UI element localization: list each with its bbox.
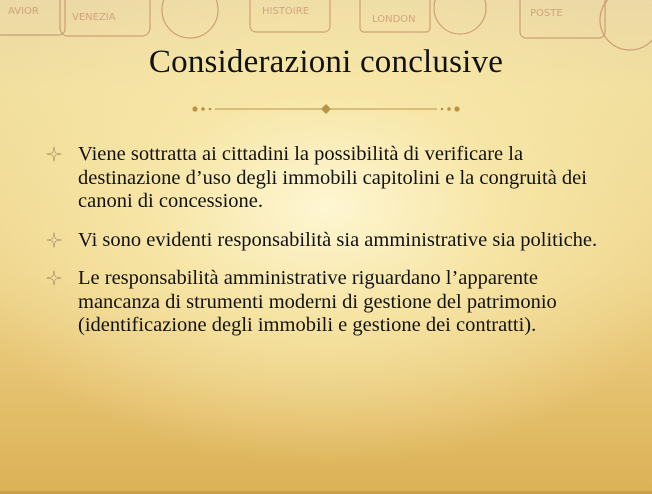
four-point-star-icon [46, 232, 62, 248]
svg-text:HISTOIRE: HISTOIRE [262, 6, 310, 17]
svg-text:LONDON: LONDON [372, 14, 416, 25]
svg-text:POSTE: POSTE [530, 8, 563, 19]
bullet-text: Viene sottratta ai cittadini la possibilità di verificare la destinazione d’uso degli immobili capitolini e la congruità dei canoni di concessione. [78, 143, 587, 212]
four-point-star-icon [46, 270, 62, 286]
ornamental-divider [191, 102, 461, 116]
bullet-item [44, 143, 624, 214]
four-point-star-icon [46, 146, 62, 162]
bullet-item [44, 229, 624, 253]
slide-title: Considerazioni conclusive [148, 44, 504, 80]
bullet-list [44, 143, 624, 353]
svg-text:VENEZIA: VENEZIA [72, 12, 116, 23]
bullet-text: Le responsabilità amministrative riguardano l’apparente mancanza di strumenti moderni di gestione del patrimonio (identificazione degli immobili e gestione dei contratti). [78, 267, 557, 336]
bullet-item [44, 267, 624, 338]
svg-text:AVIOR: AVIOR [8, 6, 39, 17]
bullet-text: Vi sono evidenti responsabilità sia amministrative sia politiche. [78, 228, 598, 251]
